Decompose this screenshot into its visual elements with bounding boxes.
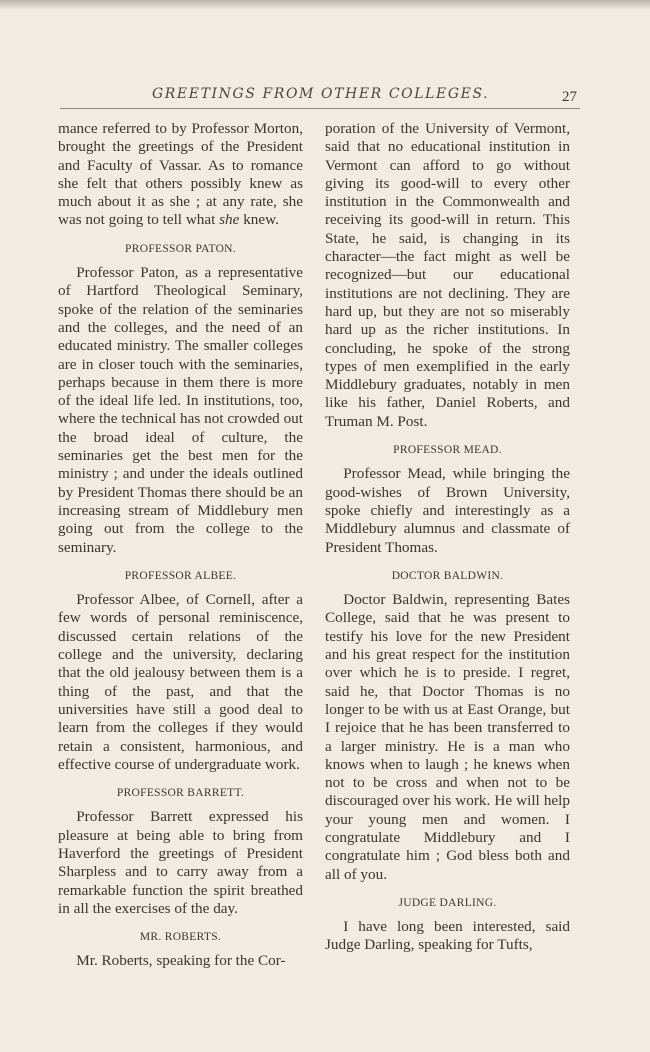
heading-mr-roberts: MR. ROBERTS. — [139, 931, 222, 944]
paragraph-roberts: Mr. Roberts, speaking for the Cor- — [76, 952, 286, 970]
paragraph-paton: Professor Paton, as a representative of Hartford Theological Seminary, spoke of the relation of the seminaries and the colleges, and the need of an educated ministry. The smaller colleges are in closer touch with the seminaries, perhaps because in them there is more of the ideal life led. In institutions, too, where the technical has not crowded out the broad ideal of culture, the seminaries get the best men for the ministry ; and under the ideals outlined by President Thomas there should be an increasing stream of Middlebury men going out from the college to the seminary. — [58, 264, 303, 556]
emphasis-she: she — [219, 211, 240, 229]
running-head: GREETINGS FROM OTHER COLLEGES. — [152, 86, 490, 102]
paragraph-baldwin: Doctor Baldwin, representing Bates College, said that he was present to testify his love for the new President and his great respect for the institution over which he is to preside. I regret, said he, that Doctor Thomas is no longer to be with us at East Orange, but I rejoice that he has been transferred to a larger ministry. He is a man who knows when to laugh ; he knews when not to be cross and when not to be discouraged over his work. He will help your young men and women. I congratulate Middlebury and I congratulate him ; God bless both and all of you. — [325, 591, 570, 883]
paragraph-text-end: knew. — [239, 211, 279, 229]
right-column — [325, 120, 570, 955]
page-top-shadow — [0, 0, 650, 10]
paragraph-darling: I have long been interested, said Judge Darling, speaking for Tufts, — [325, 918, 570, 954]
header-rule — [60, 108, 580, 109]
heading-professor-paton: PROFESSOR PATON. — [125, 242, 236, 255]
paragraph-vassar — [58, 120, 303, 230]
paragraph-mead: Professor Mead, while bringing the good-wishes of Brown University, spoke chiefly and interestingly as a Middlebury alumnus and classmate of President Thomas. — [325, 465, 570, 556]
heading-judge-darling: JUDGE DARLING. — [398, 896, 497, 909]
heading-professor-albee: PROFESSOR ALBEE. — [124, 569, 237, 582]
paragraph-roberts-continued: poration of the University of Vermont, said that no educational institution in Vermont can afford to go without giving its good-will to every other institution in the Commonwealth and receiving its good-will in return. This State, he said, is changing in its character—the fact might as well be recognized—but our educational institutions are not declining. They are hard up, but they are not so miserably hard up as the richer institutions. In concluding, he spoke of the strong types of men exemplified in the early Middlebury graduates, notably in men like his father, Daniel Roberts, and Truman M. Post. — [325, 120, 570, 430]
paragraph-albee: Professor Albee, of Cornell, after a few words of personal reminiscence, discussed certain relations of the college and the university, declaring that the old jealousy between them is a thing of the past, and that the universities have still a good deal to learn from the colleges if they would retain a consistent, harmonious, and effective course of undergraduate work. — [58, 591, 303, 773]
heading-professor-barrett: PROFESSOR BARRETT. — [116, 787, 245, 800]
heading-doctor-baldwin: DOCTOR BALDWIN. — [391, 569, 504, 582]
page-number: 27 — [562, 89, 577, 105]
left-column — [58, 120, 303, 971]
heading-professor-mead: PROFESSOR MEAD. — [393, 444, 502, 457]
paragraph-barrett: Professor Barrett expressed his pleasure at being able to bring from Haverford the greetings of President Sharpless and to carry away from a remarkable function the spirit breathed in all the exercises of the day. — [58, 808, 303, 917]
paragraph-text: mance referred to by Professor Morton, brought the greetings of the President and Faculty of Vassar. As to romance she felt that others possibly knew as much about it as she ; at any rate, she was not going to tell what — [58, 120, 303, 229]
